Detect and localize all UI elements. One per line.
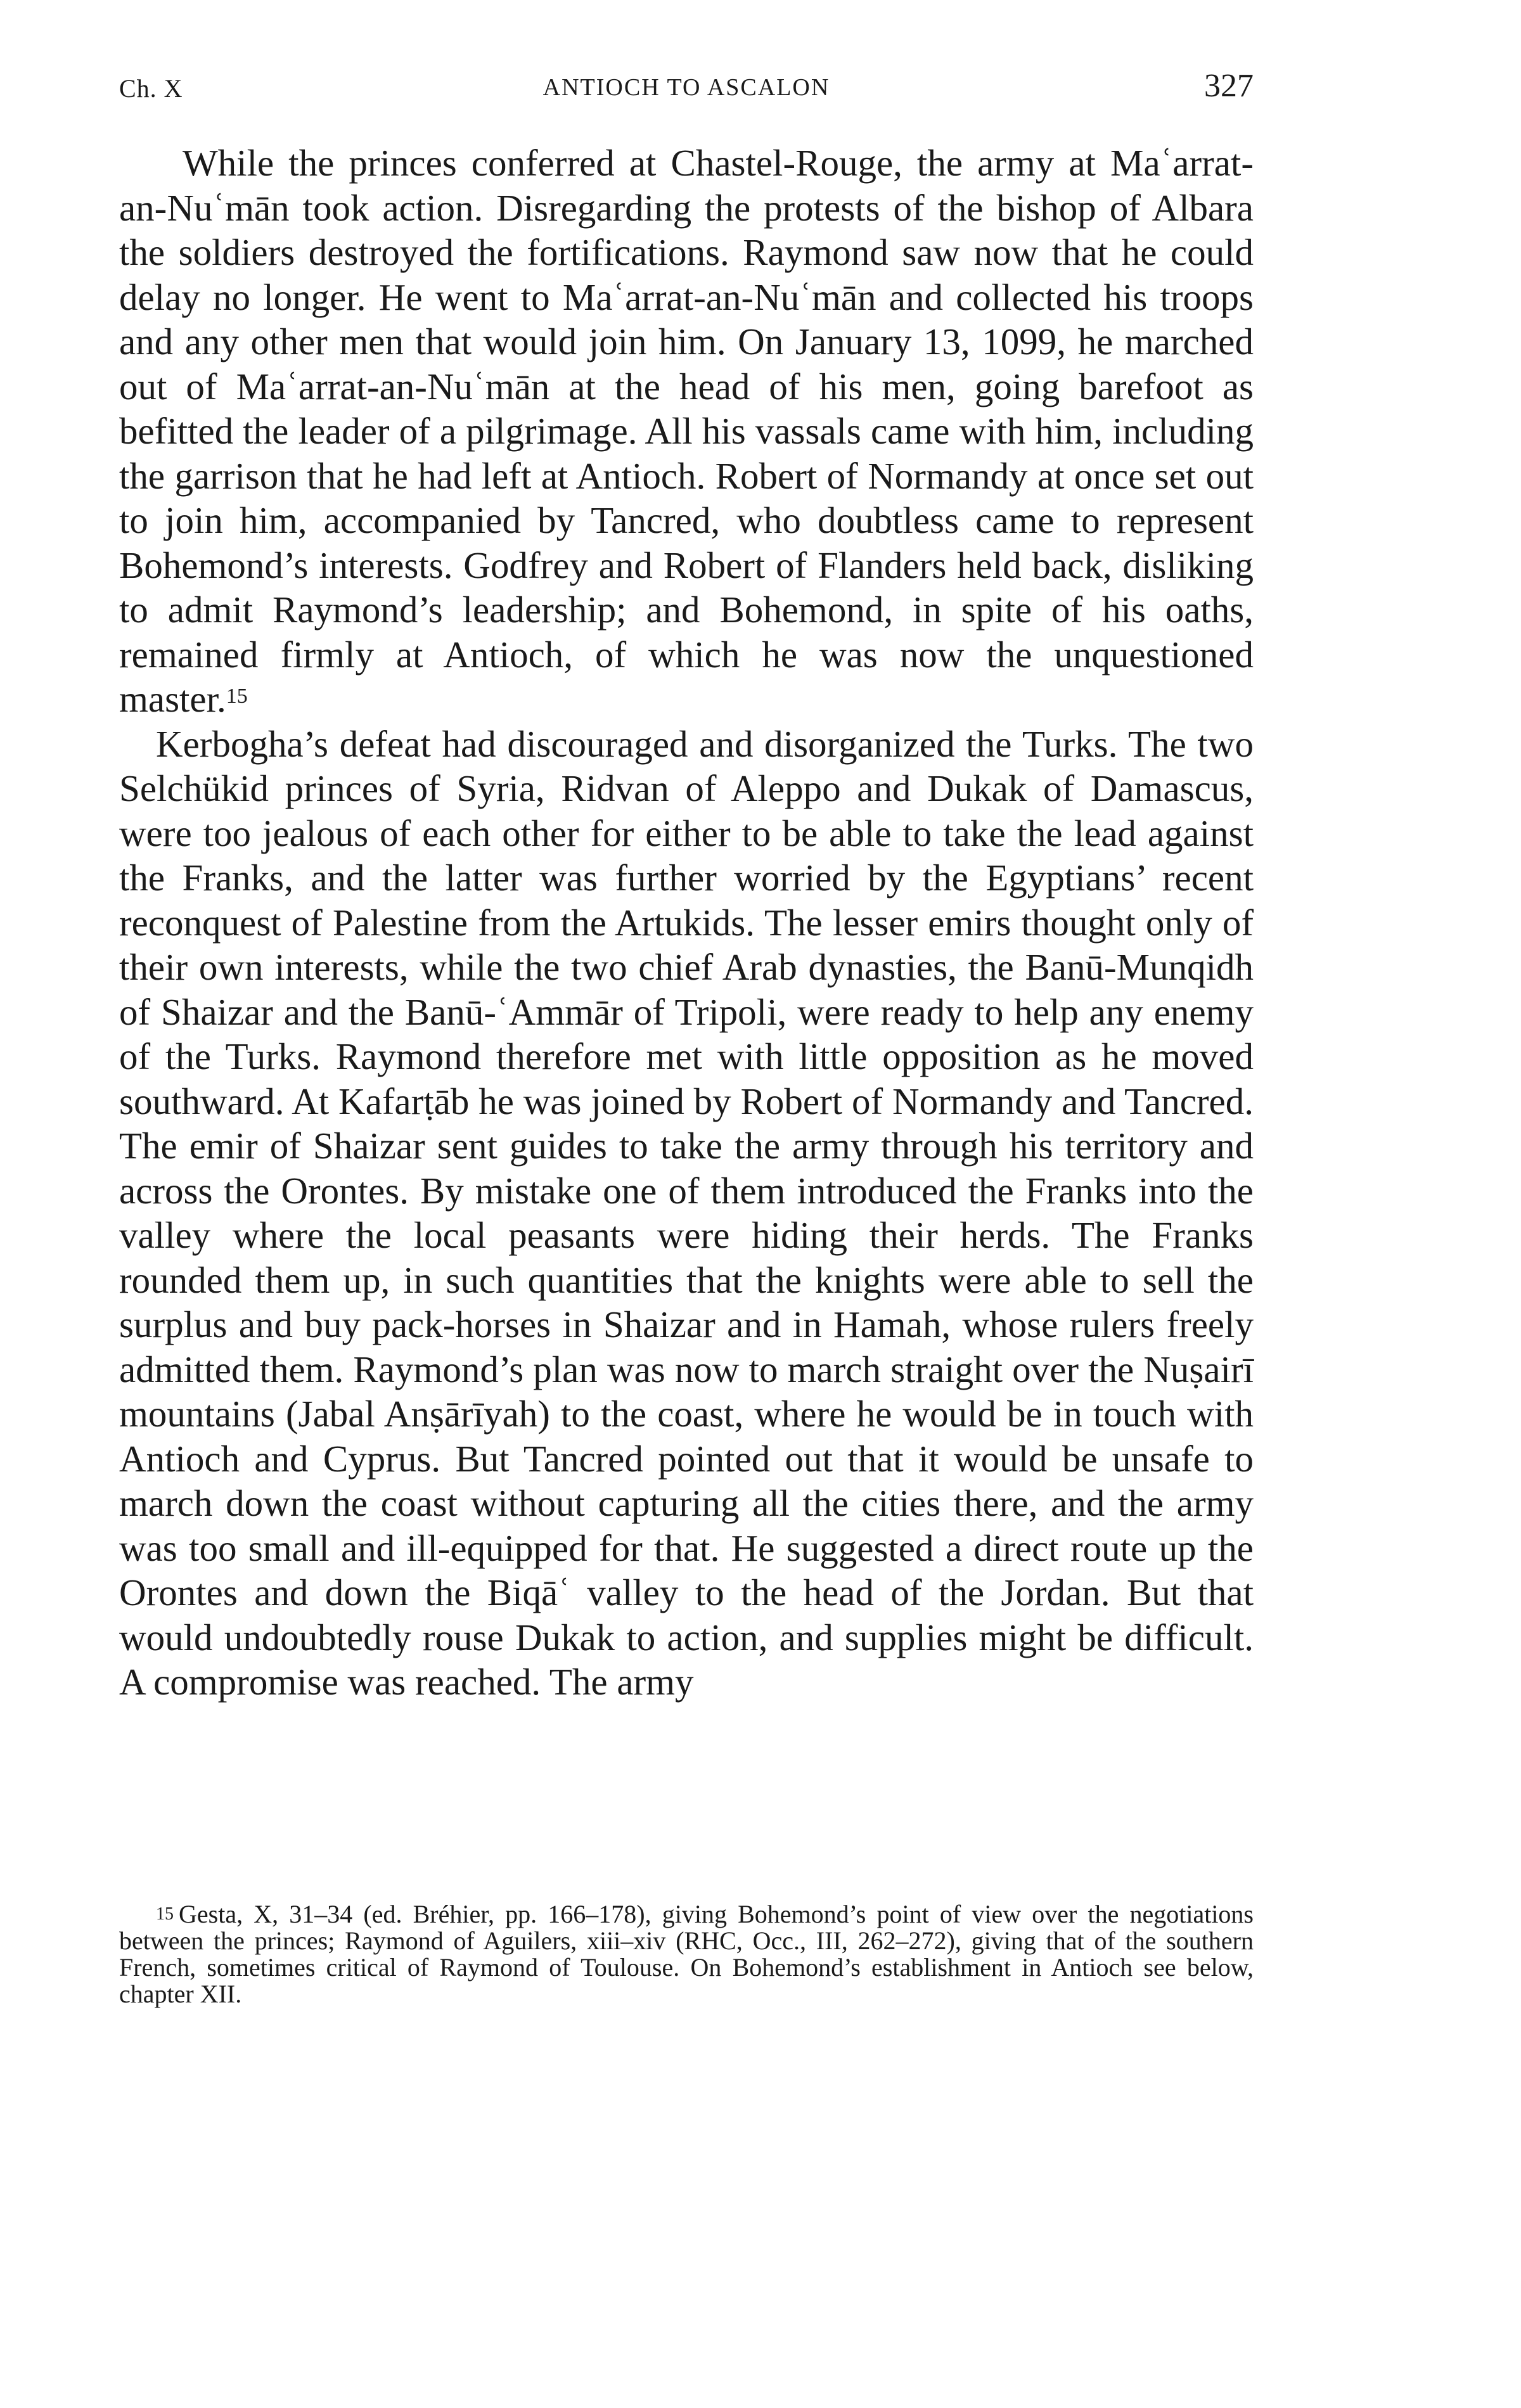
body-text bbox=[119, 141, 1254, 1705]
paragraph-text: Kerbogha’s defeat had discouraged and disorganized the Turks. The two Selchükid princes of Syria, Ridvan of Aleppo and Dukak of Damascus, were too jealous of each other for either to be able to take the lead against the Franks, and the latter was further worried by the Egyptians’ recent reconquest of Palestine from the Artukids. The lesser emirs thought only of their own interests, while the two chief Arab dynasties, the Banū-Munqidh of Shaizar and the Banū-ʿAmmār of Tripoli, were ready to help any enemy of the Turks. Raymond therefore met with little opposition as he moved southward. At Kafarṭāb he was joined by Robert of Normandy and Tancred. The emir of Shaizar sent guides to take the army through his territory and across the Orontes. By mistake one of them introduced the Franks into the valley where the local peasants were hiding their herds. The Franks rounded them up, in such quantities that the knights were able to sell the surplus and buy pack-horses in Shaizar and in Hamah, whose rulers freely admitted them. Raymond’s plan was now to march straight over the Nuṣairī mountains (Jabal Anṣārīyah) to the coast, where he would be in touch with Antioch and Cyprus. But Tancred pointed out that it would be unsafe to march down the coast without capturing all the cities there, and the army was too small and ill-equipped for that. He suggested a direct route up the Orontes and down the Biqāʿ valley to the head of the Jordan. But that would undoubtedly rouse Dukak to action, and supplies might be difficult. A compromise was reached. The army bbox=[119, 722, 1254, 1703]
paragraph-text: While the princes conferred at Chastel-Rouge, the army at Maʿarrat-an-Nuʿmān took action. Disregarding the protests of the bishop of Albara the soldiers destroyed the fortifications. Raymond saw now that he could delay no longer. He went to Maʿarrat-an-Nuʿmān and collected his troops and any other men that would join him. On January 13, 1099, he marched out of Maʿarrat-an-Nuʿmān at the head of his men, going barefoot as befitted the leader of a pilgrimage. All his vassals came with him, including the garrison that he had left at Antioch. Robert of Normandy at once set out to join him, accompanied by Tancred, who doubtless came to represent Bohemond’s interests. Godfrey and Robert of Flanders held back, disliking to admit Raymond’s leadership; and Bohemond, in spite of his oaths, remained firmly at Antioch, of which he was now the unquestioned master. bbox=[119, 142, 1254, 720]
footnote bbox=[119, 1901, 1254, 2008]
footnote-reference: 15 bbox=[226, 684, 248, 708]
footnotes bbox=[119, 1901, 1254, 2008]
footnote-text: Gesta, X, 31–34 (ed. Bréhier, pp. 166–178), giving Bohemond’s point of view over the negotiations between the princes; Raymond of Aguilers, xiii–xiv (RHC, Occ., III, 262–272), giving that of the southern French, sometimes critical of Raymond of Toulouse. On Bohemond’s establishment in Antioch see below, chapter XII. bbox=[119, 1900, 1254, 2008]
running-head bbox=[119, 63, 1254, 114]
page-number: 327 bbox=[1204, 68, 1254, 104]
footnote-mark: 15 bbox=[156, 1904, 174, 1924]
chapter-label: Ch. X bbox=[119, 74, 183, 103]
paragraph bbox=[119, 722, 1254, 1705]
paragraph bbox=[119, 141, 1254, 722]
running-title: ANTIOCH TO ASCALON bbox=[542, 74, 830, 101]
